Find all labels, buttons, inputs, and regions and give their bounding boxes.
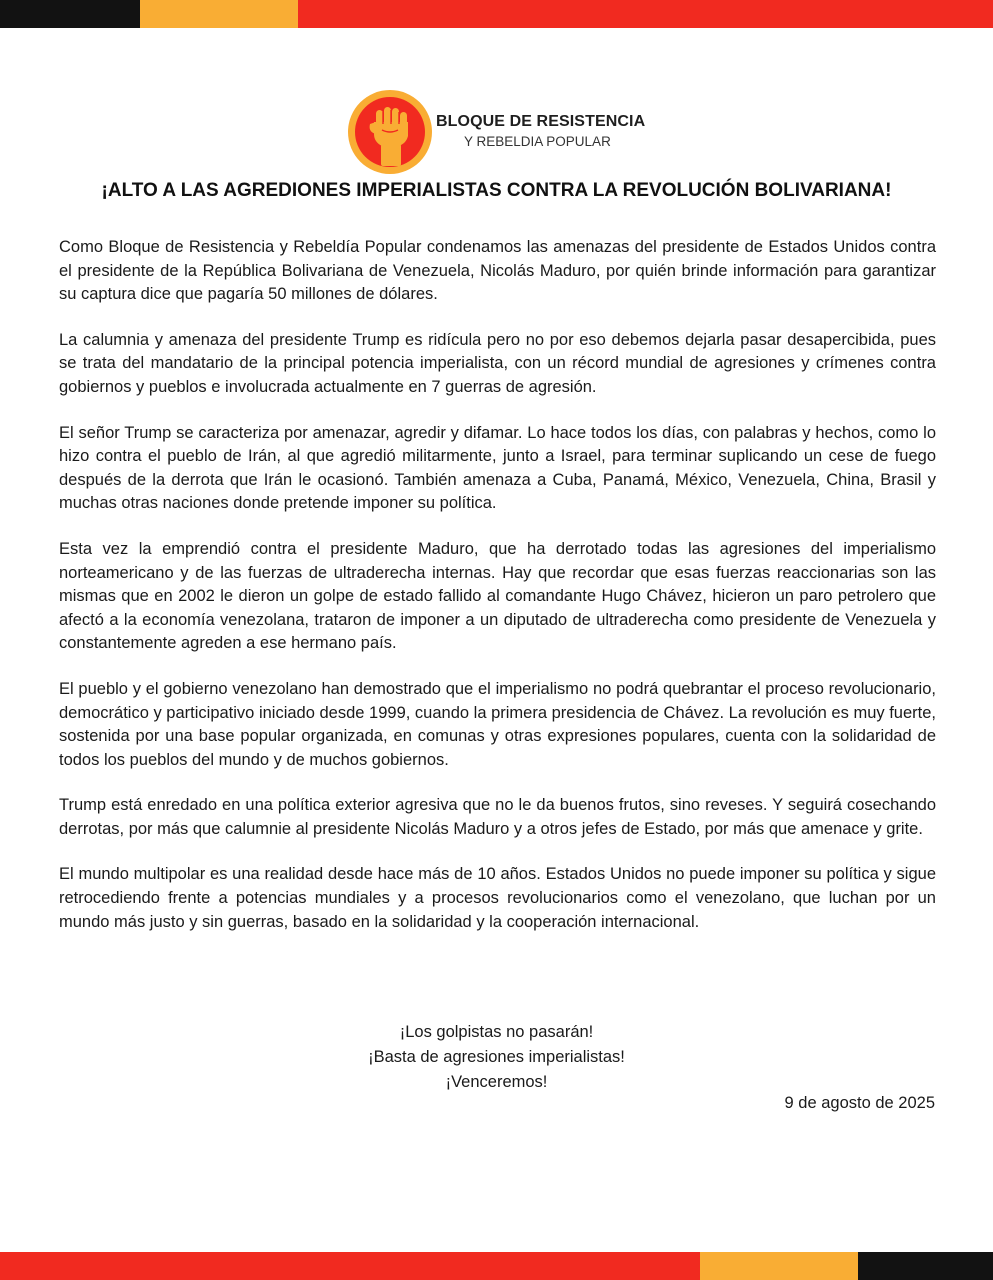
stripe-black-segment: [0, 0, 140, 28]
bottom-color-stripe: [0, 1252, 993, 1280]
paragraph: La calumnia y amenaza del presidente Trump es ridícula pero no por eso debemos dejarla pasar desapercibida, pues se trata del mandatario de la principal potencia imperialista, con un récord mundial de agresiones y crímenes contra gobiernos y pueblos e involucrada actualmente en 7 guerras de agresión.: [59, 330, 936, 396]
organization-logo: [346, 88, 646, 178]
stripe-orange-segment: [700, 1252, 858, 1280]
stripe-orange-segment: [140, 0, 298, 28]
document-date: 9 de agosto de 2025: [784, 1094, 935, 1112]
slogan-line: ¡Los golpistas no pasarán!: [399, 1023, 594, 1041]
slogan-line: ¡Basta de agresiones imperialistas!: [368, 1048, 625, 1066]
stripe-black-segment: [858, 1252, 993, 1280]
paragraph: Como Bloque de Resistencia y Rebeldía Popular condenamos las amenazas del presidente de Estados Unidos contra el presidente de la República Bolivariana de Venezuela, Nicolás Maduro, por quién brinde información para garantizar su captura dice que pagaría 50 millones de dólares.: [59, 238, 936, 304]
paragraph: El pueblo y el gobierno venezolano han demostrado que el imperialismo no podrá quebrantar el proceso revolucionario, democrático y participativo iniciado desde 1999, cuando la primera presidencia de Chávez. La revolución es muy fuerte, sostenida por una base popular organizada, en comunas y otras expresiones populares, cuenta con la solidaridad de todos los pueblos del mundo y de muchos gobiernos.: [59, 679, 936, 769]
organization-name: BLOQUE DE RESISTENCIA: [436, 113, 646, 130]
paragraph: Esta vez la emprendió contra el presidente Maduro, que ha derrotado todas las agresiones del imperialismo norteamericano y de las fuerzas de ultraderecha internas. Hay que recordar que esas fuerzas reaccionarias son las mismas que en 2002 le dieron un golpe de estado fallido al comandante Hugo Chávez, hicieron un paro petrolero que afectó a la economía venezolana, trataron de imponer a un diputado de ultraderecha como presidente de Venezuela y constantemente agreden a ese hermano país.: [59, 539, 936, 653]
organization-subtitle: Y REBELDIA POPULAR: [464, 134, 611, 149]
slogan-line: ¡Venceremos!: [445, 1073, 548, 1091]
top-color-stripe: [0, 0, 993, 28]
paragraph: El mundo multipolar es una realidad desde hace más de 10 años. Estados Unidos no puede imponer su política y sigue retrocediendo frente a potencias mundiales y a procesos revolucionarios como el venezolano, que luchan por un mundo más justo y sin guerras, basado en la solidaridad y la cooperación internacional.: [59, 865, 936, 931]
document-headline: ¡ALTO A LAS AGREDIONES IMPERIALISTAS CONTRA LA REVOLUCIÓN BOLIVARIANA!: [101, 180, 892, 201]
closing-slogans: [0, 1020, 993, 1095]
raised-fist-icon: [346, 88, 436, 178]
paragraph: Trump está enredado en una política exterior agresiva que no le da buenos frutos, sino reveses. Y seguirá cosechando derrotas, por más que calumnie al presidente Nicolás Maduro y a otros jefes de Estado, por más que amenace y grite.: [59, 796, 936, 838]
paragraph: El señor Trump se caracteriza por amenazar, agredir y difamar. Lo hace todos los días, con palabras y hechos, como lo hizo contra el pueblo de Irán, al que agredió militarmente, junto a Israel, para terminar suplicando un cese de fuego después de la derrota que Irán le ocasionó. También amenaza a Cuba, Panamá, México, Venezuela, China, Brasil y muchas otras naciones donde pretende imponer su política.: [59, 423, 936, 513]
document-body: [59, 236, 936, 956]
stripe-red-segment: [0, 1252, 700, 1280]
stripe-red-segment: [298, 0, 993, 28]
